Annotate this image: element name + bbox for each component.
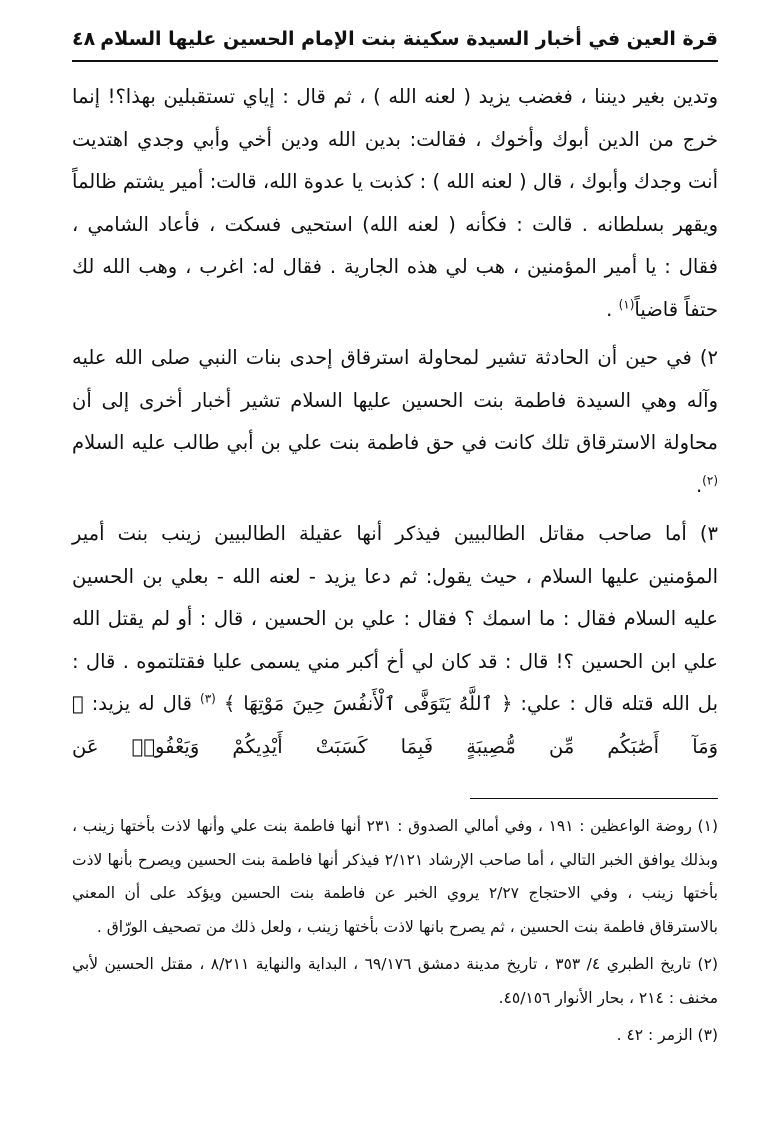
footnote-separator — [470, 798, 718, 799]
quran-verse-1: ﴿ ٱللَّهُ يَتَوَفَّى ٱلْأَنفُسَ حِينَ مَوْتِهَا ﴾ — [223, 692, 513, 715]
footnote-ref-3: (٣) — [200, 691, 216, 706]
paragraph-1-text: وتدين بغير ديننا ، فغضب يزيد ( لعنه الله ) ، ثم قال : إياي تستقبلين بهذا؟! إنما خرج من الدين أبوك وأخوك ، فقالت: بدين الله ودين أخي وأبي وجدي اهتديت أنت وجدك وأبوك ، قال ( لعنه الله ) : كذبت يا عدوة الله، قالت: أمير يشتم ظالماً ويقهر بسلطانه . قالت : فكأنه ( لعنه الله) استحيى فسكت ، فأعاد الشامي ، فقال : يا أمير المؤمنين ، هب لي هذه الجارية . فقال له: اغرب ، وهب الله لك حتفاً قاضياً — [72, 85, 718, 321]
main-text — [72, 76, 718, 774]
paragraph-1 — [72, 76, 718, 331]
header-rule — [72, 60, 718, 62]
paragraph-3-text: ٣) أما صاحب مقاتل الطالبيين فيذكر أنها عقيلة الطالبيين زينب بنت أمير المؤمنين عليها السلام ، حيث يقول: ثم دعا يزيد - لعنه الله - بعلي بن الحسين عليه السلام فقال : ما اسمك ؟ فقال : علي بن الحسين ، قال : أو لم يقتل الله علي ابن الحسين ؟! قال : قد كان لي أخ أكبر مني يسمى عليا فقتلتموه . قال : بل الله قتله قال : علي: — [72, 522, 718, 715]
page-number: ٤٨ — [72, 28, 96, 50]
paragraph-3 — [72, 513, 718, 768]
page-header — [72, 22, 718, 62]
footnote-ref-2: (٢) — [702, 473, 718, 487]
paragraph-2-tail: . — [695, 473, 703, 497]
footnotes — [72, 810, 718, 1057]
paragraph-3-text-2: قال له يزيد: — [91, 692, 201, 715]
footnote-1: (١) روضة الواعظين : ١٩١ ، وفي أمالي الصدوق : ٢٣١ أنها فاطمة بنت علي وأنها لاذت بأختها زينب ، وبذلك يوافق الخبر التالي ، أما صاحب الإرشاد ٢/١٢١ فيذكر أنها فاطمة بنت الحسين ويصرح بأنها لاذت بأختها زينب ، وفي الاحتجاج ٢/٢٧ يروي الخبر عن فاطمة بنت الحسين ويؤكد على أن المعني بالاسترقاق فاطمة بنت الحسين ، ثم يصرح بانها لاذت بأختها زينب ، ولعل ذلك من تصحيف الورّاق . — [72, 817, 719, 936]
footnote-2: (٢) تاريخ الطبري ٤/ ٣٥٣ ، تاريخ مدينة دمشق ٦٩/١٧٦ ، البداية والنهاية ٨/٢١١ ، مقتل الحسين لأبي مخنف : ٢١٤ ، بحار الأنوار ٤٥/١٥٦. — [72, 955, 718, 1007]
running-title: قرة العين في أخبار السيدة سكينة بنت الإمام الحسين عليها السلام — [100, 28, 718, 50]
paragraph-1-tail: . — [606, 297, 619, 321]
paragraph-2 — [72, 337, 718, 507]
footnote-3: (٣) الزمر : ٤٢ . — [616, 1026, 718, 1044]
footnote-ref-1: (١) — [618, 297, 635, 311]
paragraph-2-text: ٢) في حين أن الحادثة تشير لمحاولة استرقاق إحدى بنات النبي صلى الله عليه وآله وهي السيدة فاطمة بنت الحسين عليها السلام تشير أخبار أخرى إلى أن محاولة الاسترقاق تلك كانت في حق فاطمة بنت علي بن أبي طالب عليه السلام — [72, 346, 718, 454]
quran-verse-2: ﴿ وَمَآ أَصَٰبَكُم مِّن مُّصِيبَةٍ فَبِمَا كَسَبَتْ أَيْدِيكُمْ وَيَعْفُوا۟ عَن — [72, 692, 718, 758]
